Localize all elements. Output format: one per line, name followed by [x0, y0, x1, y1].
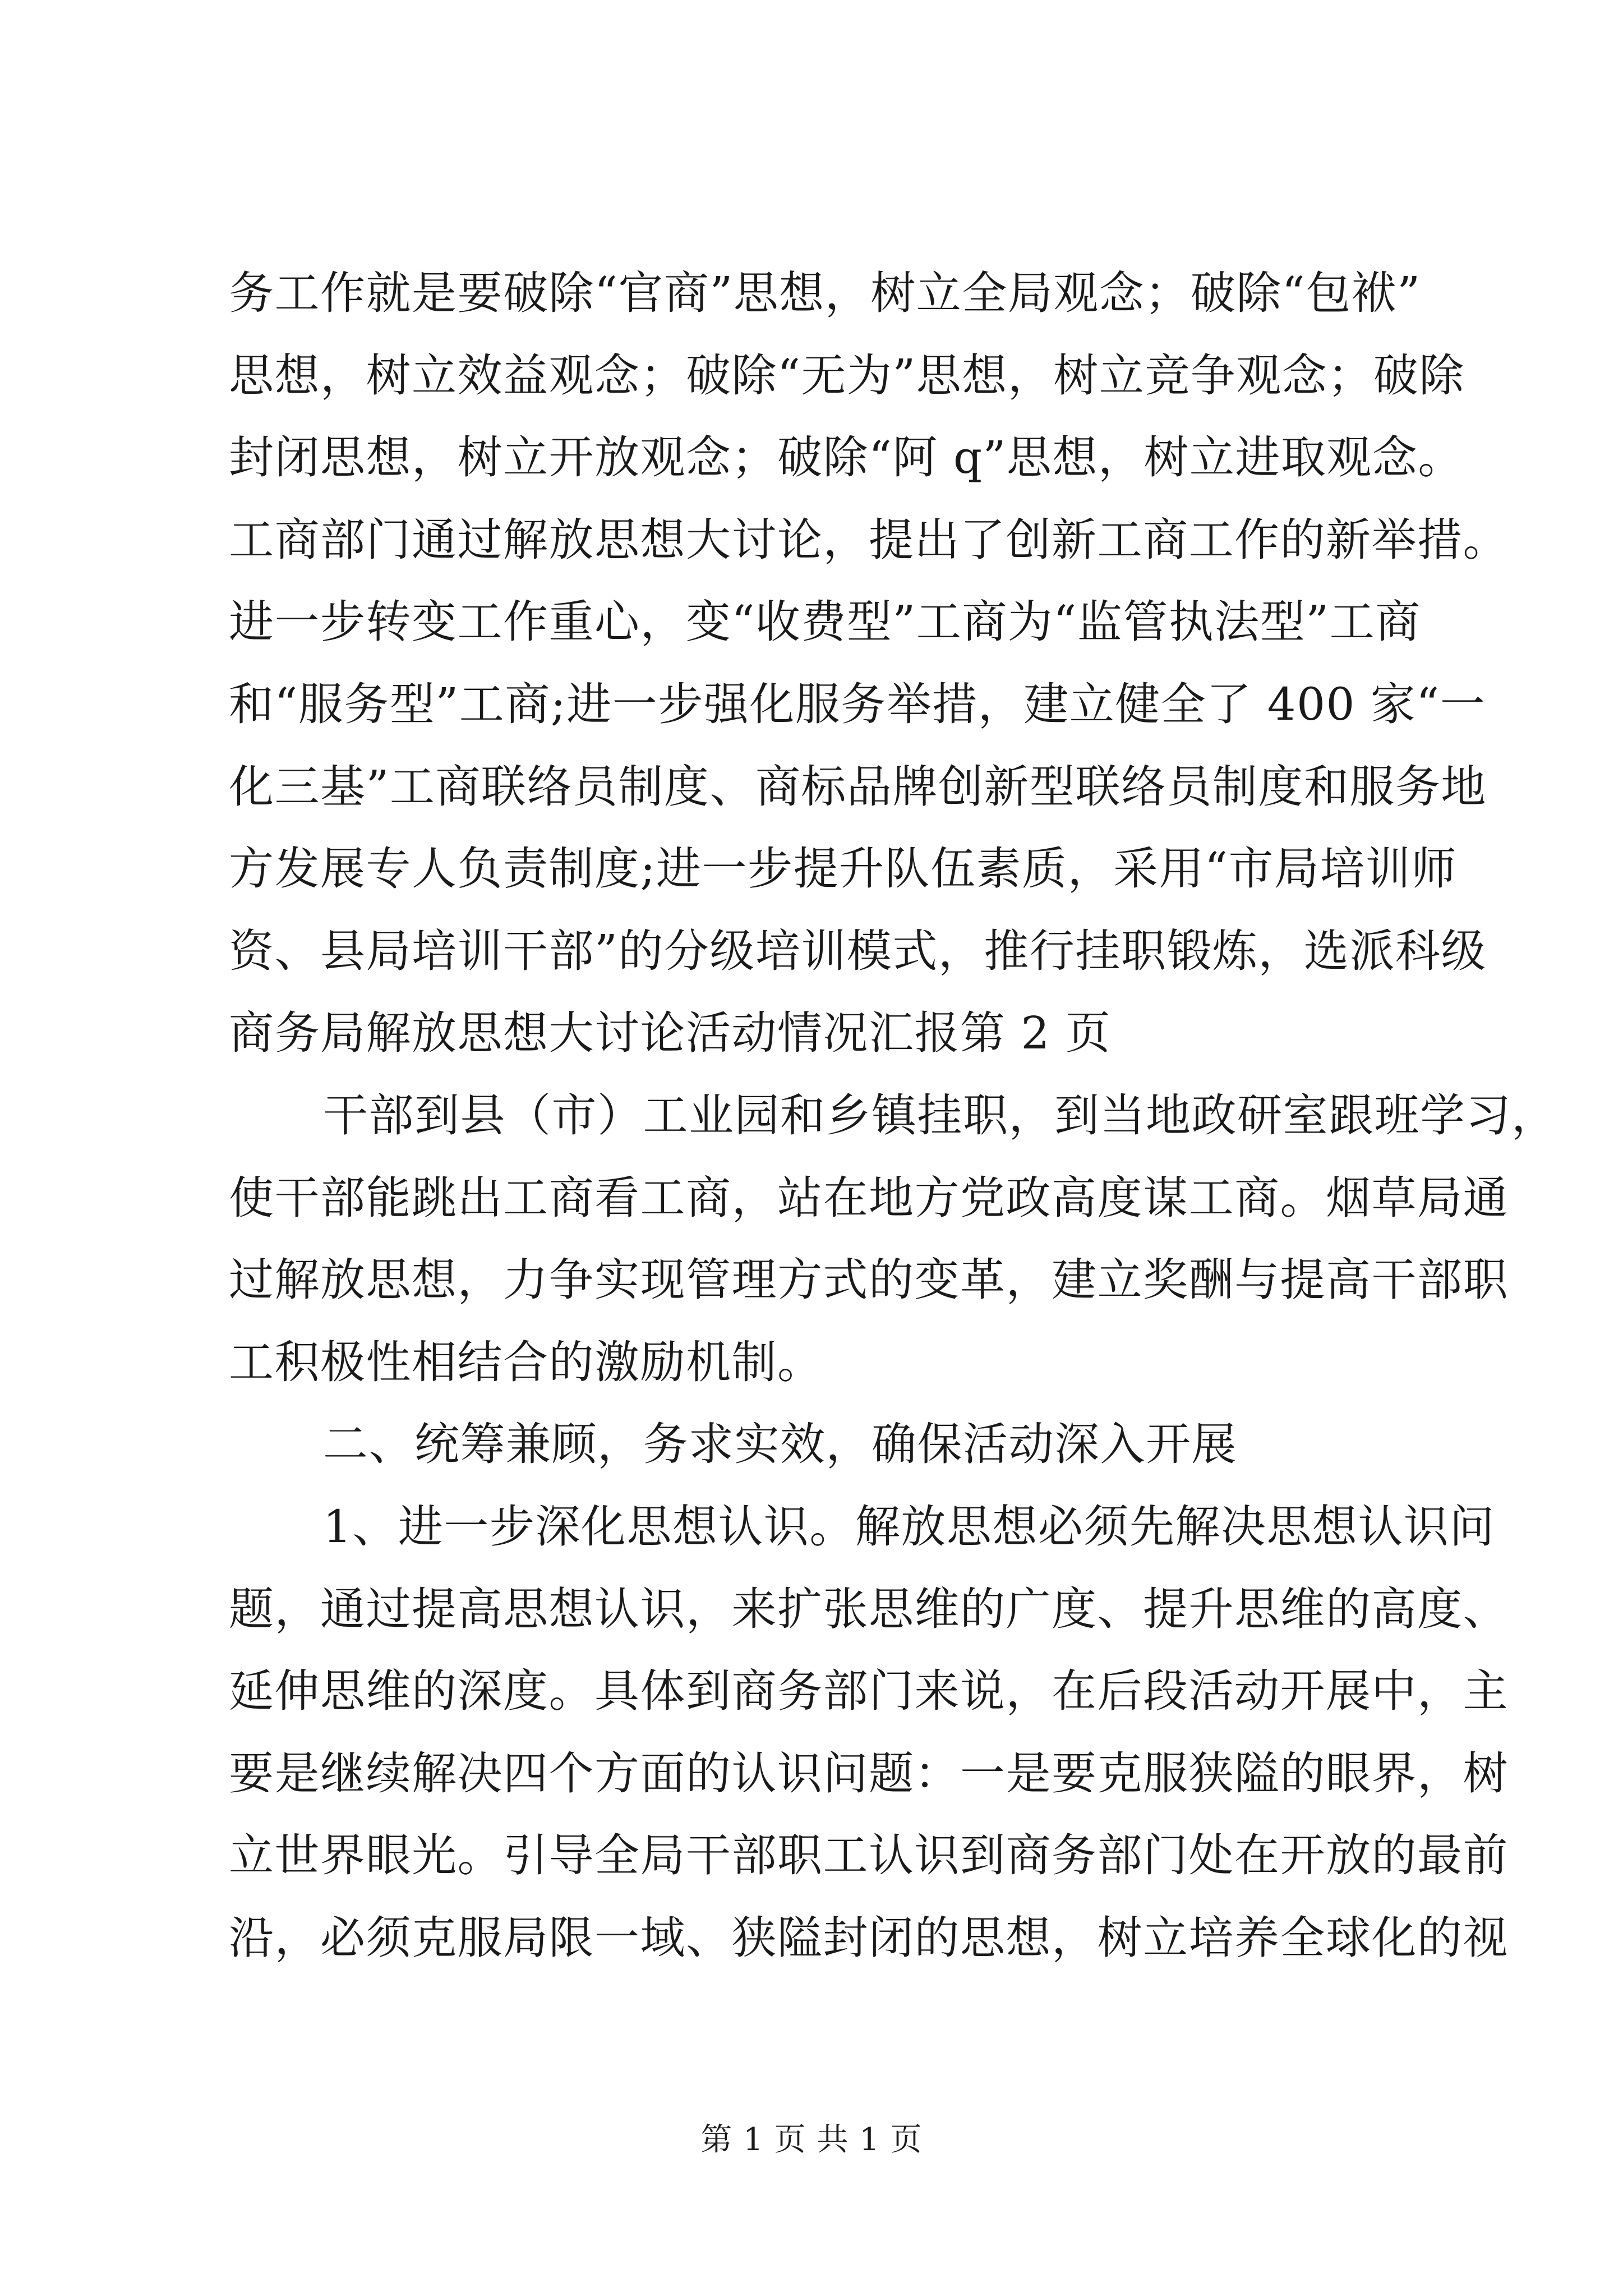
- text-line: 题，通过提高思想认识，来扩张思维的广度、提升思维的高度、: [229, 1582, 1509, 1635]
- text-line: 务工作就是要破除“官商”思想，树立全局观念；破除“包袱”: [229, 267, 1421, 319]
- text-line: 资、县局培训干部”的分级培训模式，推行挂职锻炼，选派科级: [229, 924, 1487, 977]
- paragraph-start-line: 干部到县（市）工业园和乡镇挂职，到当地政研室跟班学习，: [323, 1089, 1557, 1142]
- text-line: 方发展专人负责制度;进一步提升队伍素质，采用“市局培训师: [229, 843, 1457, 895]
- text-line: 工积极性相结合的激励机制。: [229, 1336, 823, 1388]
- text-line: 使干部能跳出工商看工商，站在地方党政高度谋工商。烟草局通: [229, 1171, 1509, 1224]
- text-line: 立世界眼光。引导全局干部职工认识到商务部门处在开放的最前: [229, 1829, 1509, 1882]
- page-footer: [0, 2120, 1623, 2160]
- page-break-caption: 商务局解放思想大讨论活动情况汇报第 2 页: [229, 1007, 1112, 1060]
- text-line: 延伸思维的深度。具体到商务部门来说，在后段活动开展中，主: [229, 1665, 1509, 1718]
- section-heading: 二、统筹兼顾，务求实效，确保活动深入开展: [323, 1418, 1237, 1471]
- text-line: 和“服务型”工商;进一步强化服务举措，建立健全了 400 家“一: [229, 678, 1486, 730]
- text-line: 化三基”工商联络员制度、商标品牌创新型联络员制度和服务地: [229, 760, 1487, 813]
- paragraph-start-line: 1、进一步深化思想认识。解放思想必须先解决思想认识问: [323, 1500, 1495, 1553]
- text-line: 封闭思想，树立开放观念；破除“阿 q”思想，树立进取观念。: [229, 431, 1464, 484]
- text-line: 进一步转变工作重心，变“收费型”工商为“监管执法型”工商: [229, 596, 1421, 648]
- text-line: 要是继续解决四个方面的认识问题：一是要克服狭隘的眼界，树: [229, 1747, 1509, 1800]
- document-body: [229, 252, 1557, 1979]
- page-number-label: 第 1 页 共 1 页: [700, 2122, 923, 2158]
- text-line: 工商部门通过解放思想大讨论，提出了创新工商工作的新举措。: [229, 513, 1509, 566]
- text-line: 过解放思想，力争实现管理方式的变革，建立奖酬与提高干部职: [229, 1254, 1509, 1306]
- text-line: 思想，树立效益观念；破除“无为”思想，树立竞争观念；破除: [229, 349, 1465, 402]
- text-line: 沿，必须克服局限一域、狭隘封闭的思想，树立培养全球化的视: [229, 1911, 1509, 1964]
